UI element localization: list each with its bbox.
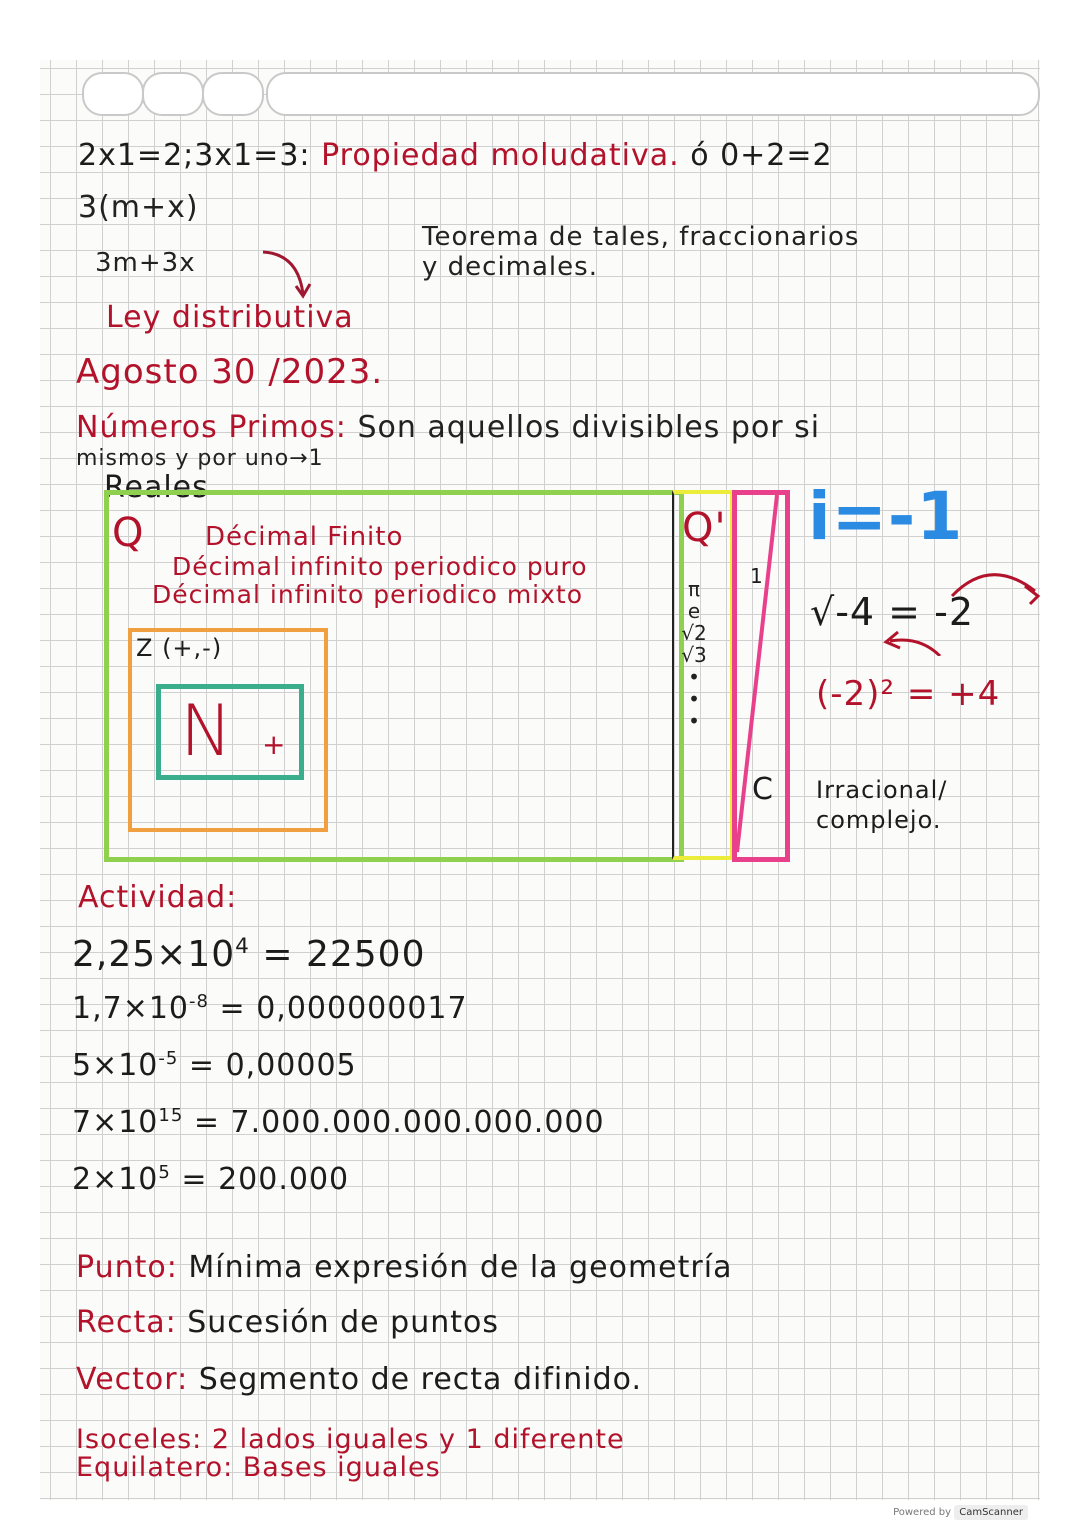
header-title-box <box>266 72 1040 116</box>
actividad-title: Actividad: <box>78 880 238 915</box>
result: = 0,000000017 <box>219 991 468 1026</box>
side-note-1: Teorema de tales, fraccionarios <box>422 222 860 252</box>
n-sub: + <box>262 728 287 761</box>
definition-text: Mínima expresión de la geometría <box>188 1250 733 1285</box>
square-equation: (-2)² = +4 <box>816 674 1001 714</box>
arrows-icon <box>870 556 1050 656</box>
q-item: Décimal infinito periodico mixto <box>152 580 584 609</box>
dot: • <box>688 709 700 733</box>
c-label: C <box>752 772 774 807</box>
exponent: 4 <box>235 934 250 959</box>
sqrt3: √3 <box>681 643 707 667</box>
definition-row <box>76 1424 625 1455</box>
definition-text: Bases iguales <box>242 1452 441 1483</box>
result: = 7.000.000.000.000.000 <box>193 1105 605 1140</box>
definition-term: Equilatero: <box>76 1452 234 1483</box>
note-line-2: 3(m+x) <box>78 190 199 225</box>
one-label: 1 <box>750 564 764 588</box>
scanner-watermark: Powered by CamScanner <box>893 1505 1028 1520</box>
definition-row <box>76 1452 441 1483</box>
result: = 22500 <box>262 934 426 975</box>
date-heading: Agosto 30 /2023. <box>76 352 384 392</box>
q-item: Décimal Finito <box>205 522 404 552</box>
c-description-1: Irracional/ <box>816 776 948 804</box>
definition-row <box>76 1362 642 1397</box>
exponent: 5 <box>158 1162 171 1183</box>
base: 7×10 <box>72 1105 159 1140</box>
actividad-row <box>72 1105 605 1140</box>
exponent: -5 <box>158 1048 179 1069</box>
definition-text: Segmento de recta difinido. <box>198 1362 642 1397</box>
sqrt2: √2 <box>681 621 707 645</box>
header-box <box>82 72 144 116</box>
i-equation: i=-1 <box>808 478 964 555</box>
header-box <box>142 72 204 116</box>
q-prime-label: Q' <box>682 505 727 551</box>
actividad-row <box>72 934 425 975</box>
definition-term: Vector: <box>76 1362 189 1397</box>
dot: • <box>688 665 700 689</box>
definition-term: Isoceles: <box>76 1424 203 1455</box>
n-label: N <box>180 690 234 772</box>
actividad-row <box>72 1162 349 1197</box>
actividad-row <box>72 991 468 1026</box>
c-description-2: complejo. <box>816 806 942 834</box>
definition-row <box>76 1305 499 1340</box>
definition-text: Sucesión de puntos <box>187 1305 499 1340</box>
irrational-list <box>680 578 708 732</box>
dot: • <box>688 687 700 711</box>
base: 2,25×10 <box>72 934 236 975</box>
note-line-1: 2x1=2;3x1=3: Propiedad moludativa. ó 0+2=2 <box>78 138 833 173</box>
note-line-3: 3m+3x <box>95 248 196 278</box>
base: 5×10 <box>72 1048 159 1083</box>
arrow-icon <box>258 244 318 304</box>
exponent: -8 <box>189 991 209 1012</box>
q-label: Q <box>112 510 145 556</box>
base: 1,7×10 <box>72 991 190 1026</box>
z-label: Z (+,-) <box>136 634 223 662</box>
base: 2×10 <box>72 1162 159 1197</box>
result: = 200.000 <box>181 1162 350 1197</box>
exponent: 15 <box>158 1105 184 1126</box>
actividad-row <box>72 1048 357 1083</box>
e: e <box>687 599 701 623</box>
primos-line: Números Primos: Son aquellos divisibles por si <box>76 410 821 445</box>
definition-term: Recta: <box>76 1305 177 1340</box>
sqrt-equation: √-4 = -2 <box>810 590 974 634</box>
side-note-2: y decimales. <box>422 252 598 282</box>
pi: π <box>687 577 701 601</box>
definition-term: Punto: <box>76 1250 178 1285</box>
note-line-4: Ley distributiva <box>106 300 354 335</box>
result: = 0,00005 <box>188 1048 357 1083</box>
primos-line-2: mismos y por uno→1 <box>76 446 324 471</box>
definition-row <box>76 1250 732 1285</box>
header-box <box>202 72 264 116</box>
definition-text: 2 lados iguales y 1 diferente <box>211 1424 625 1455</box>
reales-label: Reales <box>104 470 209 505</box>
q-item: Décimal infinito periodico puro <box>172 552 588 581</box>
